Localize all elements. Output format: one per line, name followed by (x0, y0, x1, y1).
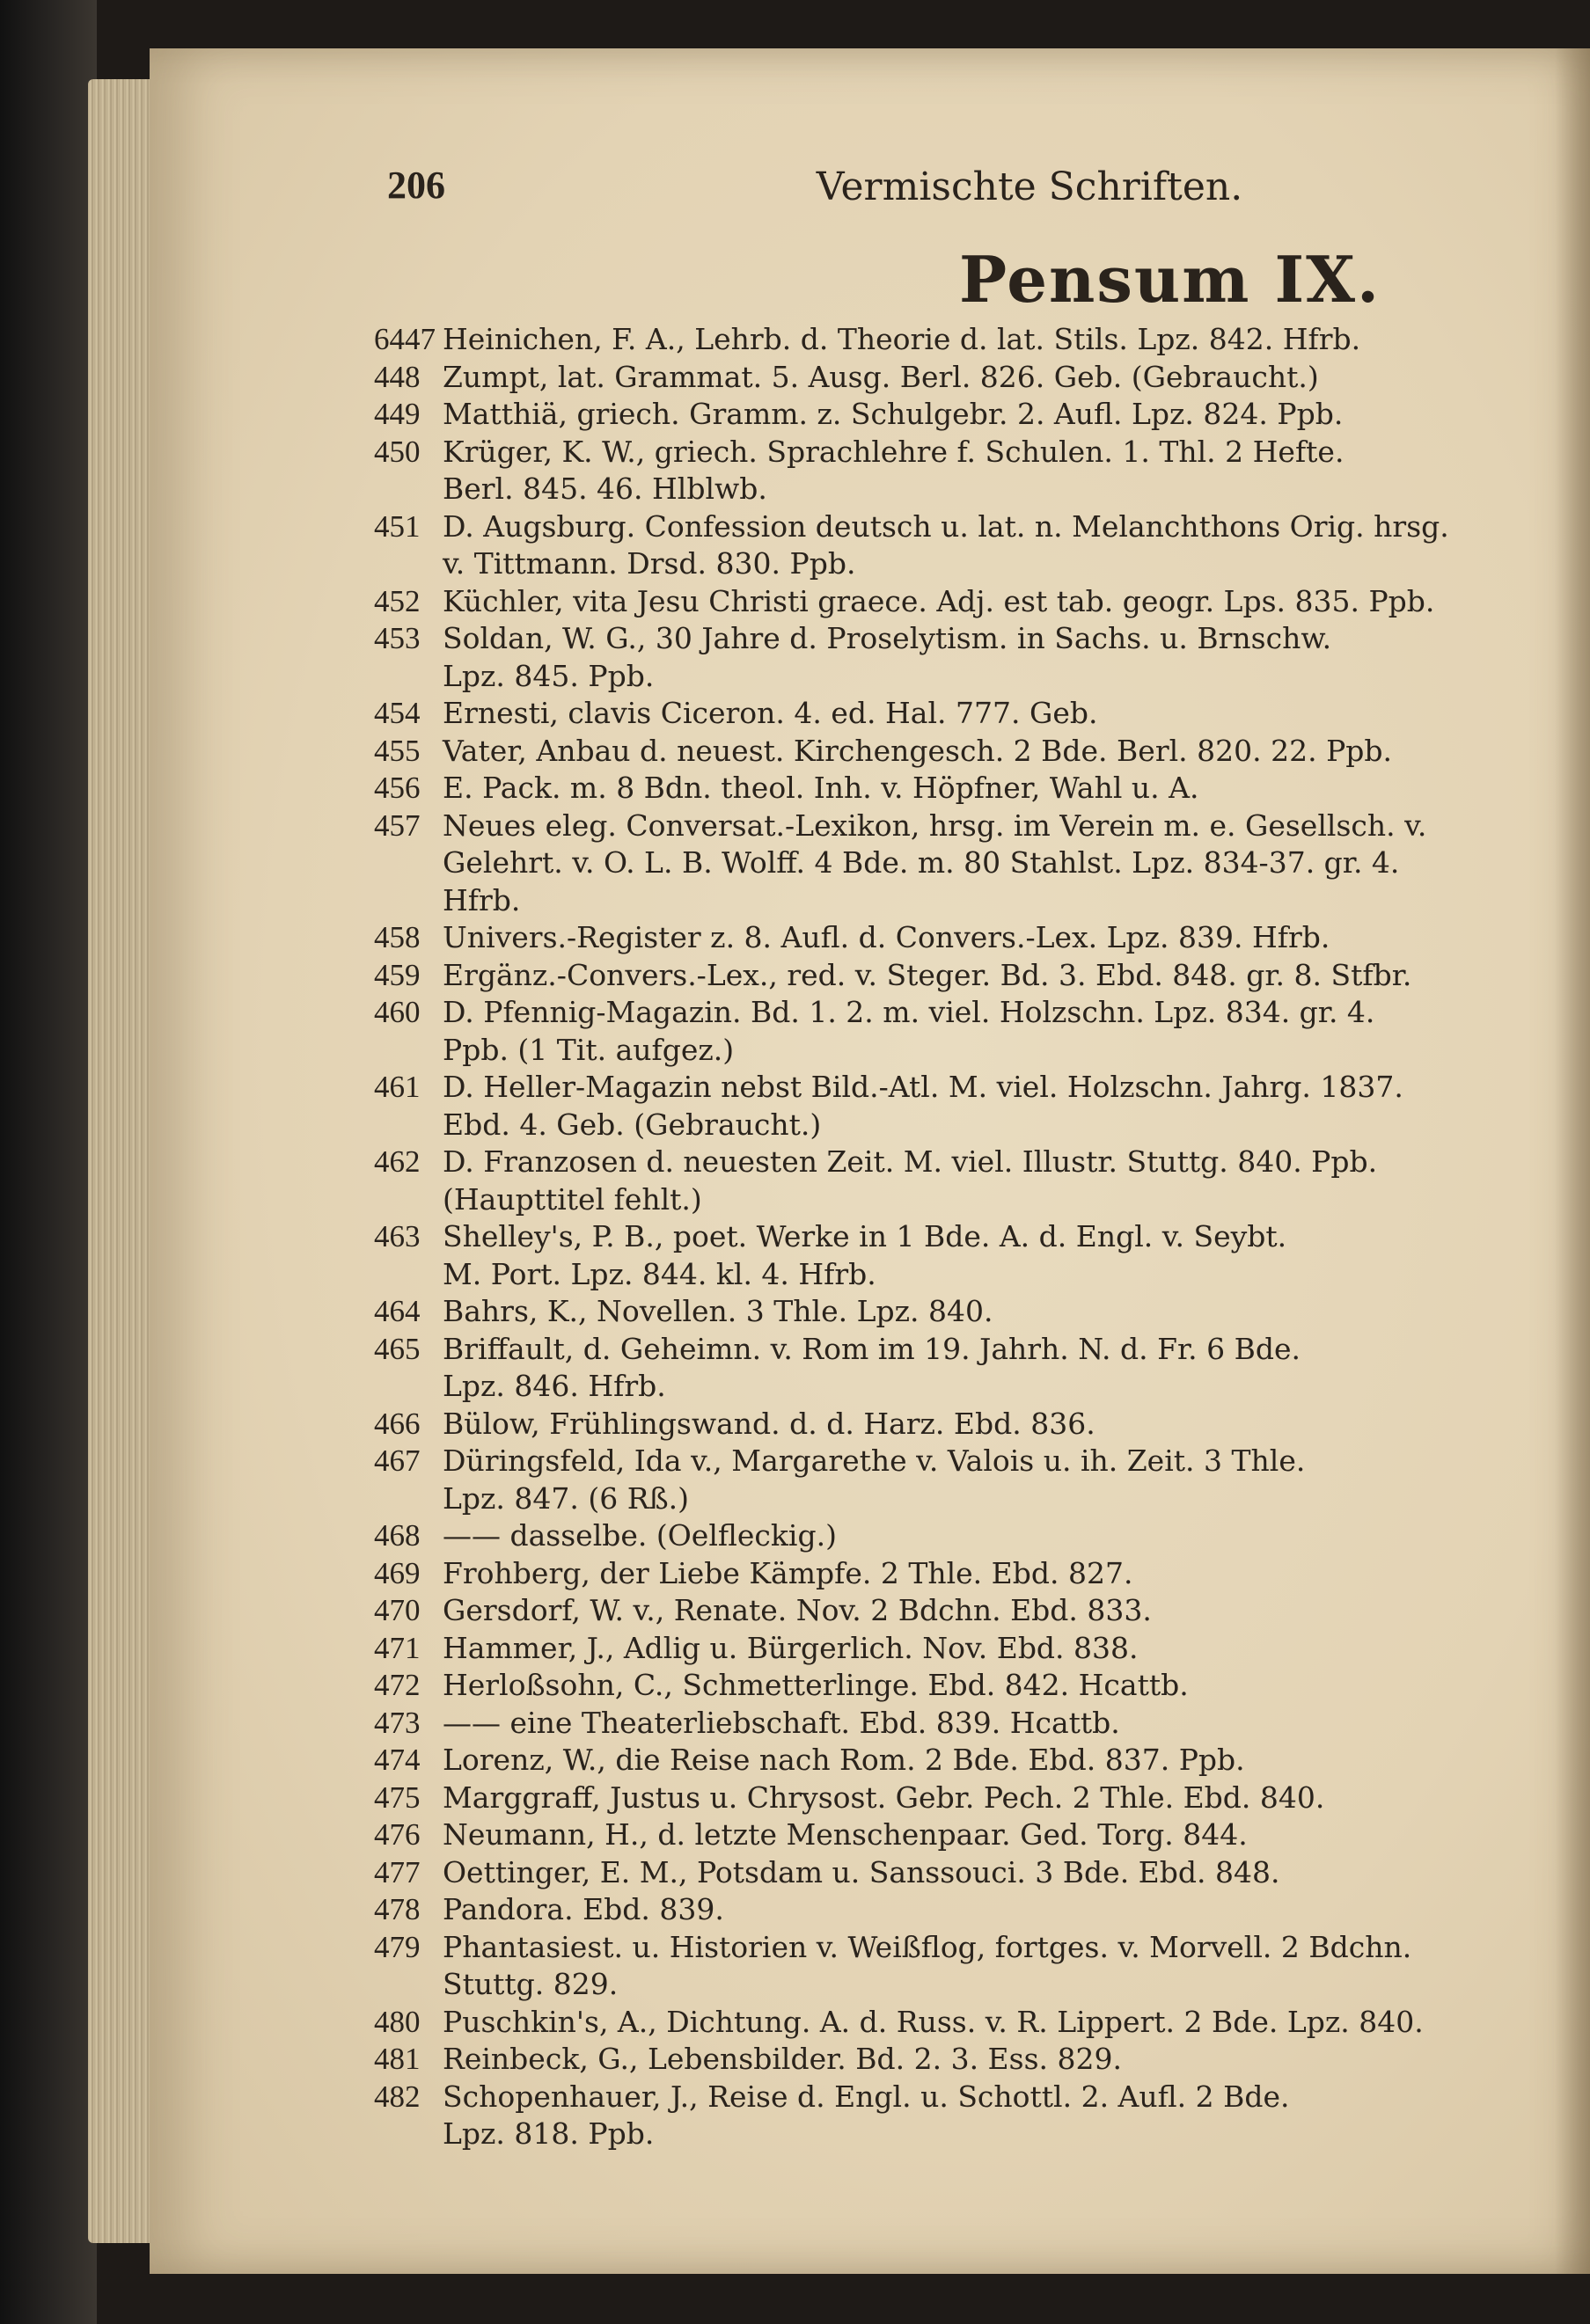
catalog-entry (374, 695, 1456, 733)
entry-text (443, 733, 1456, 771)
entry-number: 475 (374, 1780, 421, 1815)
entry-line: Pandora. Ebd. 839. (443, 1892, 724, 1926)
entry-number: 481 (374, 2042, 421, 2076)
entry-number: 461 (374, 1070, 421, 1104)
catalog-entry (374, 1816, 1456, 1854)
entry-number: 459 (374, 957, 421, 992)
catalog-entry (374, 359, 1456, 397)
entry-line: Gelehrt. v. O. L. B. Wolff. 4 Bde. m. 80 Stahlst. Lpz. 834-37. gr. 4. Hfrb. (443, 845, 1400, 917)
entry-line: Stuttg. 829. (443, 1967, 619, 2001)
entry-line: Soldan, W. G., 30 Jahre d. Proselytism. in Sachs. u. Brnschw. (443, 621, 1332, 655)
entry-text (443, 1443, 1456, 1517)
entry-number: 464 (374, 1294, 421, 1328)
entry-line: Neumann, H., d. letzte Menschenpaar. Ged. Torg. 844. (443, 1817, 1248, 1852)
catalog-entries (374, 321, 1456, 2153)
catalog-entry (374, 1069, 1456, 1144)
entry-line: —— dasselbe. (Oelfleckig.) (443, 1518, 837, 1553)
entry-line: Reinbeck, G., Lebensbilder. Bd. 2. 3. Ess. 829. (443, 2042, 1122, 2076)
entry-text (443, 1780, 1456, 1817)
entry-line: Lpz. 845. Ppb. (443, 658, 655, 693)
catalog-entry (374, 620, 1456, 695)
entry-line: Frohberg, der Liebe Kämpfe. 2 Thle. Ebd. 827. (443, 1555, 1133, 1590)
entry-number: 477 (374, 1854, 421, 1889)
entry-text (443, 1517, 1456, 1555)
entry-text (443, 1929, 1456, 2004)
entry-text (443, 2004, 1456, 2042)
catalog-entry (374, 1218, 1456, 1293)
entry-line: Zumpt, lat. Grammat. 5. Ausg. Berl. 826. Geb. (Gebraucht.) (443, 359, 1319, 394)
page-gutter (1555, 48, 1590, 2274)
entry-line: Krüger, K. W., griech. Sprachlehre f. Schulen. 1. Thl. 2 Hefte. (443, 434, 1345, 469)
entry-text (443, 1854, 1456, 1892)
catalog-entry (374, 1592, 1456, 1630)
catalog-entry (374, 1555, 1456, 1593)
entry-line: Lpz. 847. (6 Rß.) (443, 1480, 689, 1516)
entry-text (443, 1667, 1456, 1705)
entry-text (443, 396, 1456, 434)
entry-text (443, 1592, 1456, 1630)
entry-text (443, 1293, 1456, 1331)
catalog-entry (374, 919, 1456, 957)
entry-line: Phantasiest. u. Historien v. Weißflog, fortges. v. Morvell. 2 Bdchn. (443, 1929, 1412, 1964)
page-header (220, 145, 1478, 216)
entry-line: Küchler, vita Jesu Christi graece. Adj. est tab. geogr. Lps. 835. Ppb. (443, 583, 1435, 618)
entry-text (443, 359, 1456, 397)
entry-line: D. Augsburg. Confession deutsch u. lat. n. Melanchthons Orig. hrsg. (443, 508, 1449, 544)
entry-line: Bahrs, K., Novellen. 3 Thle. Lpz. 840. (443, 1294, 993, 1328)
catalog-entry (374, 770, 1456, 808)
entry-text (443, 620, 1456, 695)
entry-text (443, 1069, 1456, 1144)
catalog-entry (374, 2041, 1456, 2079)
entry-line: Ernesti, clavis Ciceron. 4. ed. Hal. 777. Geb. (443, 696, 1098, 730)
entry-line: Heinichen, F. A., Lehrb. d. Theorie d. lat. Stils. Lpz. 842. Hfrb. (443, 322, 1361, 356)
entry-line: Schopenhauer, J., Reise d. Engl. u. Schottl. 2. Aufl. 2 Bde. (443, 2079, 1290, 2114)
entry-line: D. Pfennig-Magazin. Bd. 1. 2. m. viel. Holzschn. Lpz. 834. gr. 4. (443, 995, 1375, 1029)
entry-text (443, 808, 1456, 920)
catalog-entry (374, 1742, 1456, 1780)
entry-line: Vater, Anbau d. neuest. Kirchengesch. 2 Bde. Berl. 820. 22. Ppb. (443, 733, 1393, 768)
catalog-entry (374, 994, 1456, 1069)
entry-number: 471 (374, 1630, 421, 1665)
entry-text (443, 2041, 1456, 2079)
entry-text (443, 1742, 1456, 1780)
entry-number: 473 (374, 1705, 421, 1740)
entry-number: 478 (374, 1892, 421, 1926)
catalog-entry (374, 1891, 1456, 1929)
entry-line: Univers.-Register z. 8. Aufl. d. Convers.-Lex. Lpz. 839. Hfrb. (443, 920, 1330, 954)
entry-text (443, 321, 1456, 359)
catalog-entry (374, 1854, 1456, 1892)
entry-line: Ebd. 4. Geb. (Gebraucht.) (443, 1107, 822, 1142)
entry-line: v. Tittmann. Drsd. 830. Ppb. (443, 546, 856, 581)
entry-number: 472 (374, 1668, 421, 1702)
entry-line: Hammer, J., Adlig u. Bürgerlich. Nov. Ebd. 838. (443, 1630, 1139, 1665)
entry-number: 465 (374, 1331, 421, 1366)
entry-number: 6447 (374, 322, 436, 356)
catalog-entry (374, 1331, 1456, 1406)
catalog-entry (374, 2079, 1456, 2153)
entry-number: 482 (374, 2079, 421, 2114)
entry-line: Shelley's, P. B., poet. Werke in 1 Bde. A. d. Engl. v. Seybt. (443, 1219, 1287, 1253)
entry-number: 480 (374, 2004, 421, 2039)
entry-line: D. Franzosen d. neuesten Zeit. M. viel. Illustr. Stuttg. 840. Ppb. (443, 1144, 1378, 1179)
page-text (220, 145, 1478, 2151)
entry-line: Briffault, d. Geheimn. v. Rom im 19. Jahrh. N. d. Fr. 6 Bde. (443, 1331, 1301, 1366)
catalog-entry (374, 1293, 1456, 1331)
entry-text (443, 2079, 1456, 2153)
entry-text (443, 583, 1456, 621)
entry-number: 449 (374, 397, 421, 431)
entry-number: 466 (374, 1406, 421, 1441)
entry-number: 455 (374, 733, 421, 768)
entry-line: Neues eleg. Conversat.-Lexikon, hrsg. im Verein m. e. Gesellsch. v. (443, 808, 1427, 843)
catalog-entry (374, 808, 1456, 920)
catalog-entry (374, 396, 1456, 434)
entry-text (443, 919, 1456, 957)
entry-text (443, 434, 1456, 508)
entry-number: 460 (374, 995, 421, 1029)
catalog-entry (374, 508, 1456, 583)
entry-number: 453 (374, 621, 421, 655)
scan-background (0, 0, 97, 2324)
entry-number: 467 (374, 1443, 421, 1478)
entry-text (443, 1705, 1456, 1743)
entry-line: Herloßsohn, C., Schmetterlinge. Ebd. 842. Hcattb. (443, 1668, 1189, 1702)
entry-number: 448 (374, 359, 421, 394)
entry-text (443, 695, 1456, 733)
catalog-entry (374, 1667, 1456, 1705)
entry-line: Berl. 845. 46. Hlblwb. (443, 471, 767, 506)
section-title: Pensum IX. (959, 242, 1381, 317)
entry-number: 456 (374, 771, 421, 805)
catalog-entry (374, 1705, 1456, 1743)
entry-number: 479 (374, 1929, 421, 1964)
entry-number: 454 (374, 696, 421, 730)
entry-number: 470 (374, 1593, 421, 1627)
entry-line: (Haupttitel fehlt.) (443, 1181, 702, 1217)
entry-number: 468 (374, 1518, 421, 1553)
entry-number: 463 (374, 1219, 421, 1253)
entry-line: Gersdorf, W. v., Renate. Nov. 2 Bdchn. Ebd. 833. (443, 1593, 1152, 1627)
entry-line: Düringsfeld, Ida v., Margarethe v. Valois u. ih. Zeit. 3 Thle. (443, 1443, 1306, 1478)
catalog-entry (374, 1443, 1456, 1517)
entry-line: Lpz. 846. Hfrb. (443, 1369, 666, 1403)
entry-text (443, 1218, 1456, 1293)
entry-line: D. Heller-Magazin nebst Bild.-Atl. M. viel. Holzschn. Jahrg. 1837. (443, 1070, 1403, 1104)
catalog-entry (374, 1929, 1456, 2004)
catalog-entry (374, 583, 1456, 621)
page-number: 206 (387, 164, 445, 207)
catalog-entry (374, 321, 1456, 359)
entry-text (443, 1406, 1456, 1443)
entry-text (443, 1331, 1456, 1406)
entry-text (443, 770, 1456, 808)
entry-line: Puschkin's, A., Dichtung. A. d. Russ. v. R. Lippert. 2 Bde. Lpz. 840. (443, 2004, 1424, 2039)
entry-number: 451 (374, 508, 421, 544)
entry-number: 457 (374, 808, 421, 843)
entry-line: M. Port. Lpz. 844. kl. 4. Hfrb. (443, 1256, 876, 1291)
running-title: Vermischte Schriften. (816, 164, 1243, 209)
entry-line: Ppb. (1 Tit. aufgez.) (443, 1032, 735, 1067)
entry-text (443, 1891, 1456, 1929)
catalog-entry (374, 2004, 1456, 2042)
entry-line: —— eine Theaterliebschaft. Ebd. 839. Hcattb. (443, 1705, 1120, 1740)
entry-text (443, 1555, 1456, 1593)
entry-number: 458 (374, 920, 421, 954)
entry-number: 469 (374, 1555, 421, 1590)
entry-text (443, 1630, 1456, 1668)
entry-number: 476 (374, 1817, 421, 1852)
entry-text (443, 957, 1456, 995)
entry-text (443, 1144, 1456, 1218)
entry-line: E. Pack. m. 8 Bdn. theol. Inh. v. Höpfner, Wahl u. A. (443, 771, 1199, 805)
catalog-entry (374, 957, 1456, 995)
catalog-entry (374, 1630, 1456, 1668)
entry-line: Matthiä, griech. Gramm. z. Schulgebr. 2. Aufl. Lpz. 824. Ppb. (443, 397, 1344, 431)
catalog-entry (374, 1406, 1456, 1443)
entry-line: Oettinger, E. M., Potsdam u. Sanssouci. 3 Bde. Ebd. 848. (443, 1854, 1280, 1889)
entry-line: Lorenz, W., die Reise nach Rom. 2 Bde. Ebd. 837. Ppb. (443, 1743, 1245, 1777)
catalog-entry (374, 434, 1456, 508)
entry-number: 452 (374, 583, 421, 618)
catalog-entry (374, 733, 1456, 771)
entry-line: Lpz. 818. Ppb. (443, 2116, 655, 2151)
entry-text (443, 508, 1456, 583)
entry-line: Marggraff, Justus u. Chrysost. Gebr. Pech. 2 Thle. Ebd. 840. (443, 1780, 1325, 1815)
catalog-entry (374, 1144, 1456, 1218)
entry-number: 462 (374, 1144, 421, 1179)
entry-number: 450 (374, 434, 421, 469)
entry-line: Bülow, Frühlingswand. d. d. Harz. Ebd. 836. (443, 1406, 1095, 1441)
catalog-entry (374, 1517, 1456, 1555)
entry-text (443, 994, 1456, 1069)
entry-text (443, 1816, 1456, 1854)
entry-number: 474 (374, 1743, 421, 1777)
catalog-entry (374, 1780, 1456, 1817)
entry-line: Ergänz.-Convers.-Lex., red. v. Steger. Bd. 3. Ebd. 848. gr. 8. Stfbr. (443, 957, 1412, 992)
